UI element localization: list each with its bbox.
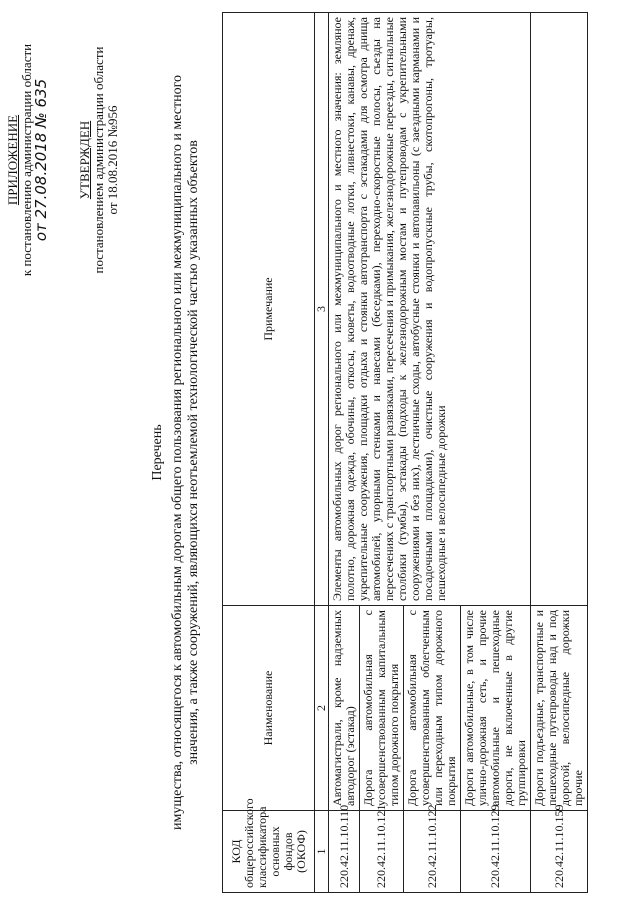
header-code: КОД общероссийского классификатора основных фондов (ОКОФ): [223, 811, 315, 893]
header-name: Наименование: [223, 606, 315, 811]
row-code: 220.42.11.10.159: [531, 811, 588, 893]
column-number: 1: [315, 811, 329, 893]
row-name: Дорога автомобильная с усовершенствованным капитальным типом дорожного покрытия: [360, 606, 404, 811]
table-row: [329, 13, 360, 893]
document-title: Перечень: [150, 424, 165, 481]
appendix-block: [6, 0, 48, 320]
column-number: 3: [315, 13, 329, 606]
approval-date: от 18.08.2016 №956: [105, 105, 120, 215]
approval-title: УТВЕРЖДЕН: [77, 120, 92, 200]
approval-reference: постановлением администрации области: [91, 46, 106, 274]
appendix-reference: к постановлению администрации области: [19, 43, 34, 277]
row-name: Дорога автомобильная с усовершенствованным облегченным или переходным типом дорожного покрытия: [404, 606, 461, 811]
table-row: [531, 13, 588, 893]
approval-block: [78, 0, 120, 320]
document-subtitle-line-1: имущества, относящегося к автомобильным дорогам общего пользования регионального или межмуниципального и местного: [170, 75, 185, 830]
column-number: 2: [315, 606, 329, 811]
row-code: 220.42.11.10.121: [360, 811, 404, 893]
table-header-row: [223, 13, 315, 893]
row-name: Дороги подъездные, транспортные и пешеходные путепроводы над и под дорогой, велосипедные дорожки прочие: [531, 606, 588, 811]
okof-table: [222, 12, 588, 893]
row-code: 220.42.11.10.122: [404, 811, 461, 893]
appendix-title: ПРИЛОЖЕНИЕ: [5, 114, 20, 206]
appendix-handwritten-date: от 27.08.2018 № 635: [32, 78, 50, 242]
document-title-block: [150, 0, 202, 905]
column-number-row: [315, 13, 329, 893]
header-note: Примечание: [223, 13, 315, 606]
row-name: Автомагистрали, кроме надземных автодорог (эстакад): [329, 606, 360, 811]
row-code: 220.42.11.10.129: [461, 811, 531, 893]
row-code: 220.42.11.10.110: [329, 811, 360, 893]
row-note: [531, 13, 588, 606]
document-subtitle-line-2: значения, а также сооружений, являющихся неотъемлемой технологической частью указанных объектов: [186, 140, 201, 765]
row-note: Элементы автомобильных дорог регионального или межмуниципального и местного значения: земляное полотно, дорожная одежда, обочины, откосы, кюветы, водоотводные лотки, ливнестоки, канавы, дренаж, укрепительные сооружения, площадки отдыха и стоянки автотранспорта с эстакадами для осмотра днища автомобилей, упорными стенками и навесами (беседками), переходно-скоростные полосы, съезды на пересечениях с транспортными развязками, пересечения и примыкания, железнодорожные переезды, сигнальные столбики (тумбы), эстакады (подходы к железнодорожным мостам и путепроводам с укрепительными сооружениями и без них), лестничные сходы, автобусные стоянки и автопавильоны (с заездными карманами и посадочными площадками), очистные сооружения и водопропускные трубы, скотопрогоны, тротуары, пешеходные и велосипедные дорожки: [329, 13, 531, 606]
row-name: Дороги автомобильные, в том числе улично-дорожная сеть, и прочие автомобильные и пешеходные дороги, не включенные в другие группировки: [461, 606, 531, 811]
